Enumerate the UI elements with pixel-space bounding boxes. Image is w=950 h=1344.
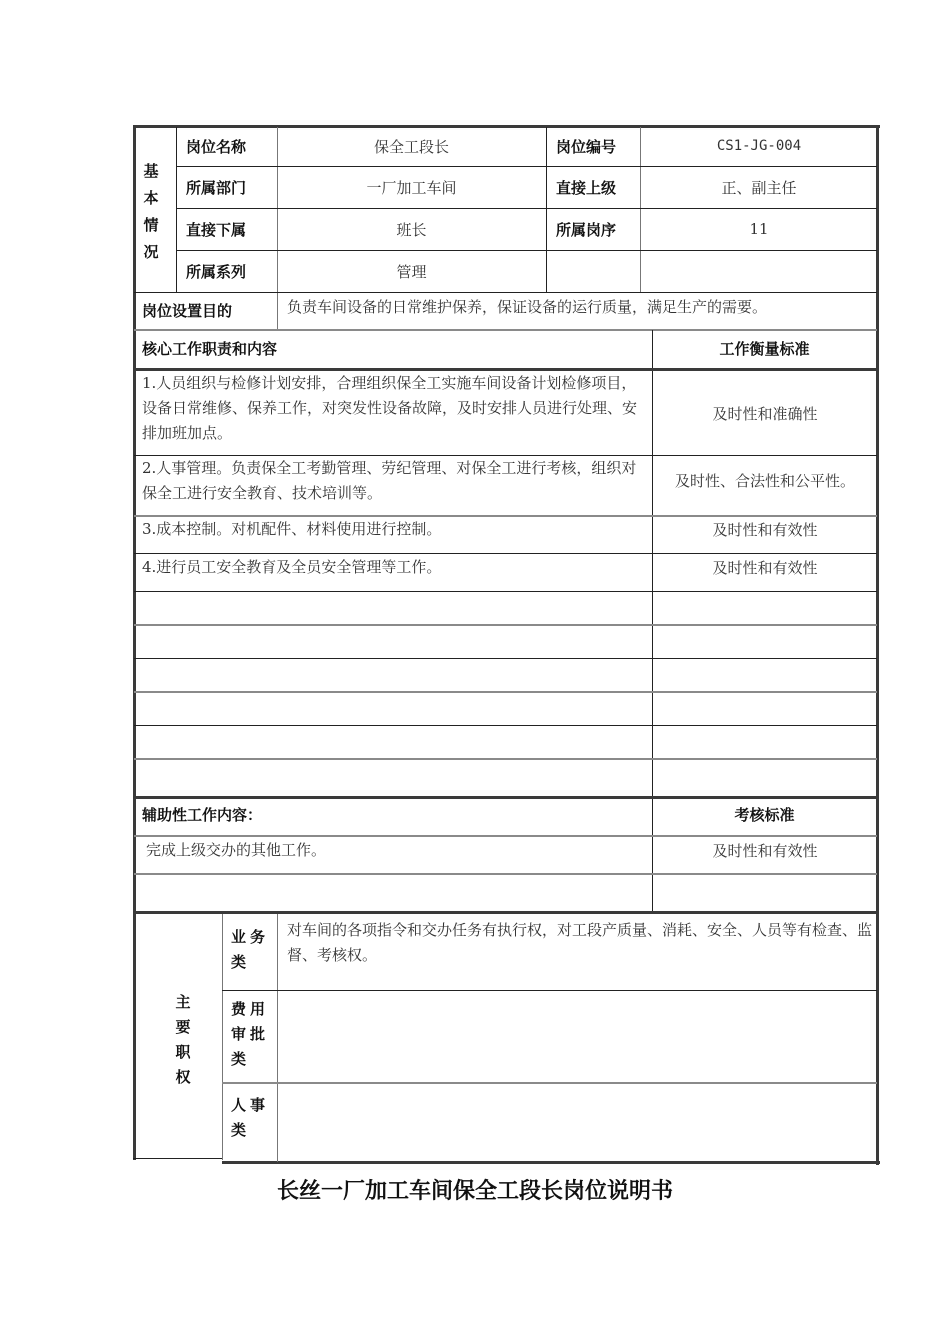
auxiliary-standard: 及时性和有效性 — [712, 842, 818, 860]
empty-row-divider — [134, 725, 877, 726]
purpose-text: 负责车间设备的日常维护保养，保证设备的运行质量，满足生产的需要。 — [287, 298, 768, 316]
table-bottom-border — [222, 1161, 880, 1164]
divider — [134, 873, 877, 875]
divider — [222, 914, 223, 1160]
divider — [134, 911, 877, 914]
authority-category: 业务类 — [231, 928, 270, 971]
authority-category: 费用审批类 — [231, 1000, 270, 1068]
divider — [222, 1082, 877, 1084]
core-duties-header: 核心工作职责和内容 — [142, 339, 278, 358]
empty-value-cell — [641, 250, 877, 292]
divider — [176, 127, 177, 292]
position-rank-value: 11 — [749, 220, 769, 238]
position-name-label: 岗位名称 — [186, 137, 247, 156]
divider — [546, 127, 547, 292]
basic-info-section-label: 基本情况 — [143, 162, 159, 261]
authority-category: 人事类 — [231, 1096, 270, 1139]
empty-row-divider — [134, 624, 877, 626]
work-standard-header: 工作衡量标准 — [719, 339, 810, 358]
authority-section-label: 主要职权 — [175, 993, 191, 1086]
table-left-border — [133, 125, 136, 1160]
direct-subordinate-value: 班长 — [396, 220, 427, 239]
position-name-value: 保全工段长 — [373, 137, 449, 156]
duty-standard: 及时性和有效性 — [712, 521, 818, 539]
divider — [134, 835, 877, 837]
divider — [134, 553, 877, 554]
assessment-standard-header: 考核标准 — [734, 805, 795, 824]
authority-text: 对车间的各项指令和交办任务有执行权，对工段产质量、消耗、安全、人员等有检查、监督、考核权。 — [287, 921, 873, 964]
divider — [134, 292, 877, 293]
duty-standard: 及时性和准确性 — [712, 404, 818, 423]
duty-item: 1.人员组织与检修计划安排，合理组织保全工实施车间设备计划检修项目，设备日常维修、保养工作，对突发性设备故障，及时安排人员进行处理、安排加班加点。 — [142, 374, 638, 442]
department-value: 一厂加工车间 — [366, 178, 457, 197]
duty-item: 2.人事管理。负责保全工考勤管理、劳纪管理、对保全工进行考核，组织对保全工进行安全教育、技术培训等。 — [142, 459, 637, 502]
empty-row-divider — [134, 658, 877, 659]
divider — [277, 914, 278, 1162]
auxiliary-work-item: 完成上级交办的其他工作。 — [146, 841, 327, 859]
table-bottom-left-border — [133, 1158, 223, 1159]
duty-standard: 及时性、合法性和公平性。 — [674, 471, 855, 490]
divider — [134, 591, 877, 592]
job-series-value: 管理 — [396, 262, 427, 281]
empty-row-divider — [134, 758, 877, 760]
duty-standard: 及时性和有效性 — [712, 559, 818, 577]
position-code-label: 岗位编号 — [556, 137, 617, 156]
department-label: 所属部门 — [186, 178, 247, 197]
position-rank-label: 所属岗序 — [556, 220, 617, 239]
direct-subordinate-label: 直接下属 — [186, 220, 247, 239]
direct-superior-label: 直接上级 — [556, 178, 617, 197]
auxiliary-work-header: 辅助性工作内容： — [142, 805, 263, 824]
empty-row-divider — [134, 691, 877, 693]
duty-item: 3.成本控制。对机配件、材料使用进行控制。 — [142, 520, 442, 538]
job-series-label: 所属系列 — [186, 262, 247, 281]
position-code-value: CS1-JG-004 — [716, 138, 802, 154]
purpose-label: 岗位设置目的 — [142, 302, 233, 320]
direct-superior-value: 正、副主任 — [721, 178, 797, 197]
divider — [222, 990, 877, 991]
duty-item: 4.进行员工安全教育及全员安全管理等工作。 — [142, 558, 442, 576]
document-title: 长丝一厂加工车间保全工段长岗位说明书 — [276, 1179, 673, 1204]
